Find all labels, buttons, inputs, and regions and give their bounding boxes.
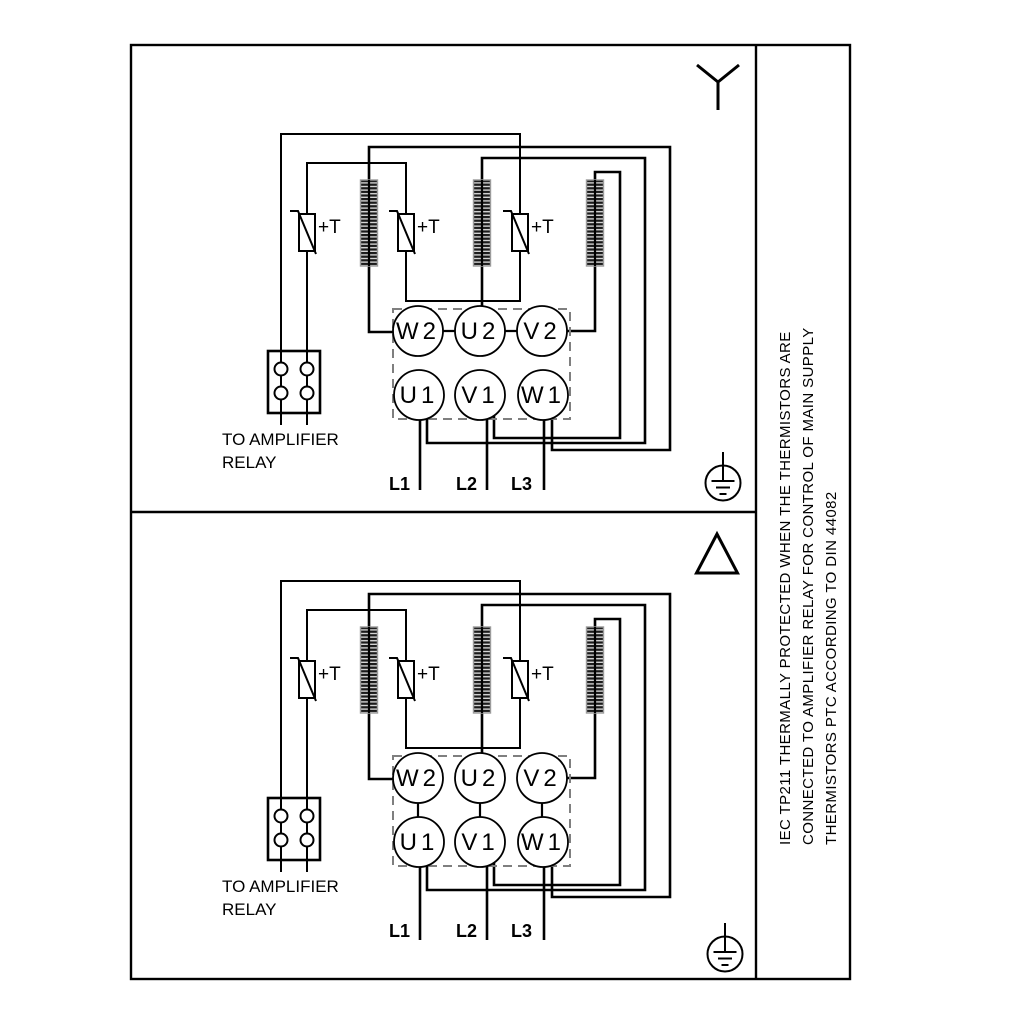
motor-winding-coil <box>474 627 491 713</box>
terminal-label: V2 <box>523 318 561 345</box>
motor-winding-coil <box>361 627 378 713</box>
side-note-column <box>777 327 840 845</box>
thermistor-label: +T <box>318 217 341 238</box>
ptc-thermistor-icon <box>389 658 415 701</box>
terminal-label: V2 <box>523 765 561 792</box>
supply-label-L2: L2 <box>455 474 477 494</box>
terminal-V1 <box>455 817 505 867</box>
terminal-U1 <box>394 817 444 867</box>
supply-label-L2: L2 <box>455 921 477 941</box>
supply-label-L1: L1 <box>388 474 410 494</box>
terminal-label: U2 <box>460 318 500 345</box>
terminal-V2 <box>517 306 567 356</box>
terminal-label: W2 <box>396 318 440 345</box>
panel-delta <box>222 534 743 972</box>
terminal-label: W1 <box>521 382 565 409</box>
earth-ground-icon <box>706 452 741 501</box>
terminal-label: V1 <box>461 829 499 856</box>
terminal-label: V1 <box>461 382 499 409</box>
relay-note-line: TO AMPLIFIER <box>222 877 339 896</box>
amplifier-relay-connector <box>268 798 320 860</box>
terminal-U2 <box>455 306 505 356</box>
relay-note-line: RELAY <box>222 900 277 919</box>
terminal-W1 <box>518 817 568 867</box>
ptc-thermistor-icon <box>503 211 529 254</box>
thermistor-label: +T <box>417 664 440 685</box>
side-note-line: CONNECTED TO AMPLIFIER RELAY FOR CONTROL OF MAIN SUPPLY <box>800 327 817 845</box>
terminal-U1 <box>394 370 444 420</box>
motor-winding-coil <box>361 180 378 266</box>
supply-label-L3: L3 <box>510 474 532 494</box>
terminal-V1 <box>455 370 505 420</box>
terminal-V2 <box>517 753 567 803</box>
panel-star <box>222 65 741 501</box>
terminal-label: W2 <box>396 765 440 792</box>
motor-winding-coil <box>587 180 604 266</box>
ptc-thermistor-icon <box>290 658 316 701</box>
earth-ground-icon <box>708 923 743 972</box>
terminal-W2 <box>393 306 443 356</box>
terminal-label: U1 <box>399 382 439 409</box>
supply-label-L1: L1 <box>388 921 410 941</box>
motor-winding-coil <box>587 627 604 713</box>
ptc-thermistor-icon <box>389 211 415 254</box>
thermistor-label: +T <box>531 664 554 685</box>
thermistor-label: +T <box>417 217 440 238</box>
ptc-thermistor-icon <box>503 658 529 701</box>
ptc-thermistor-icon <box>290 211 316 254</box>
motor-winding-coil <box>474 180 491 266</box>
thermistor-label: +T <box>531 217 554 238</box>
amplifier-relay-connector <box>268 351 320 413</box>
terminal-label: U1 <box>399 829 439 856</box>
terminal-label: U2 <box>460 765 500 792</box>
terminal-W2 <box>393 753 443 803</box>
side-note-line: IEC TP211 THERMALLY PROTECTED WHEN THE THERMISTORS ARE <box>777 331 794 845</box>
relay-note-line: TO AMPLIFIER <box>222 430 339 449</box>
terminal-W1 <box>518 370 568 420</box>
delta-icon <box>697 534 738 573</box>
supply-label-L3: L3 <box>510 921 532 941</box>
side-note-line: THERMISTORS PTC ACCORDING TO DIN 44082 <box>823 491 840 845</box>
relay-note-line: RELAY <box>222 453 277 472</box>
terminal-label: W1 <box>521 829 565 856</box>
thermistor-label: +T <box>318 664 341 685</box>
star-icon <box>697 65 739 110</box>
terminal-U2 <box>455 753 505 803</box>
